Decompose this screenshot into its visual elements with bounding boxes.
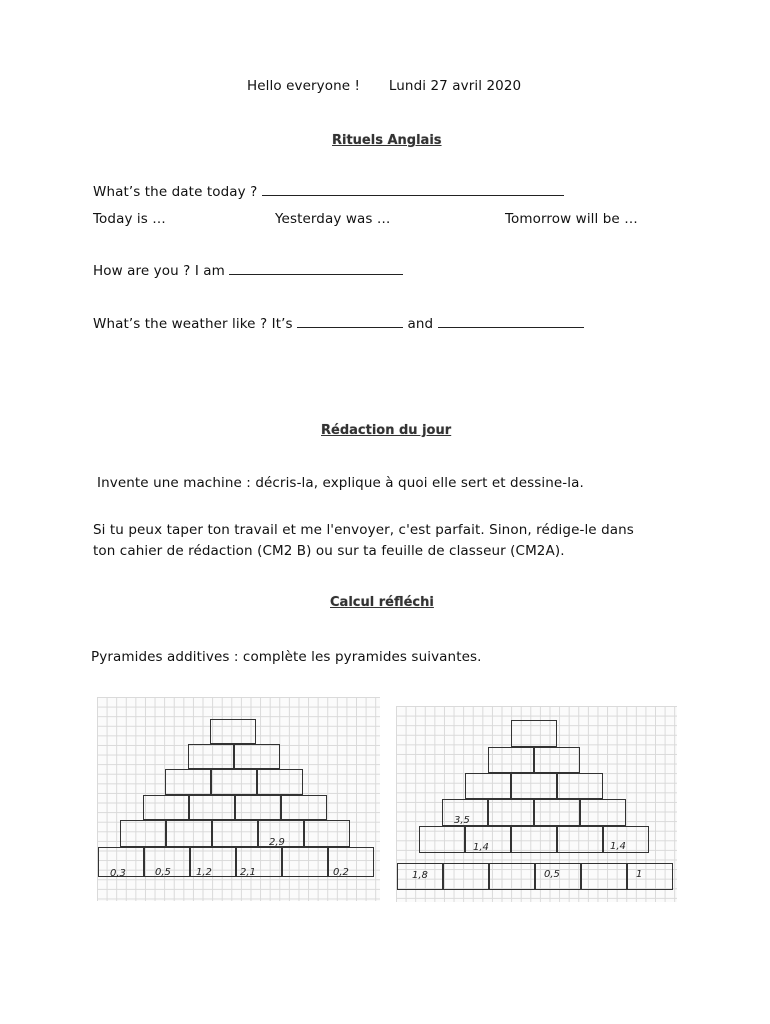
answer-blank-weather-2[interactable] xyxy=(438,316,584,328)
pyramid-1-brick[interactable] xyxy=(165,769,211,795)
pyramid-1-brick[interactable] xyxy=(234,744,280,769)
answer-blank-how[interactable] xyxy=(229,263,403,275)
question-weather xyxy=(93,316,584,332)
question-how xyxy=(93,263,403,279)
redaction-paragraph-line1: Si tu peux taper ton travail et me l'envoyer, c'est parfait. Sinon, rédige-le dans xyxy=(93,522,634,538)
pyramid-2-given-value: 0,5 xyxy=(544,869,560,880)
pyramid-1-brick[interactable] xyxy=(120,820,166,847)
pyramid-2-brick[interactable] xyxy=(534,747,580,773)
header-line xyxy=(247,78,521,94)
pyramid-2-brick[interactable] xyxy=(511,826,557,853)
pyramid-2-brick[interactable] xyxy=(419,826,465,853)
yesterday-label: Yesterday was … xyxy=(275,211,391,227)
question-weather-text: What’s the weather like ? It’s xyxy=(93,316,293,332)
answer-blank-weather-1[interactable] xyxy=(297,316,403,328)
pyramid-grid-2 xyxy=(396,706,677,902)
pyramid-2-brick[interactable] xyxy=(465,773,511,799)
pyramid-2-brick[interactable] xyxy=(580,799,626,826)
pyramid-1-brick[interactable] xyxy=(188,744,234,769)
pyramid-2-brick[interactable] xyxy=(443,863,489,890)
pyramid-1-given-value: 1,2 xyxy=(196,867,212,878)
pyramid-2-given-value: 1 xyxy=(636,869,643,880)
pyramid-1-brick[interactable] xyxy=(210,719,256,744)
and-text: and xyxy=(407,316,434,332)
pyramid-2-given-value: 1,8 xyxy=(412,870,428,881)
question-date xyxy=(93,184,564,200)
question-how-text: How are you ? I am xyxy=(93,263,225,279)
date: Lundi 27 avril 2020 xyxy=(388,78,522,94)
pyramid-1-brick[interactable] xyxy=(166,820,212,847)
pyramid-1-brick[interactable] xyxy=(211,769,257,795)
pyramid-2-brick[interactable] xyxy=(557,826,603,853)
pyramid-1-brick[interactable] xyxy=(282,847,328,877)
pyramid-2-given-value: 1,4 xyxy=(610,841,626,852)
calcul-instruction: Pyramides additives : complète les pyramides suivantes. xyxy=(91,649,482,665)
pyramid-1-brick[interactable] xyxy=(235,795,281,820)
pyramid-2-brick[interactable] xyxy=(557,773,603,799)
pyramid-1-brick[interactable] xyxy=(143,795,189,820)
pyramid-1-brick[interactable] xyxy=(257,769,303,795)
answer-blank-date[interactable] xyxy=(262,184,564,196)
pyramid-2-brick[interactable] xyxy=(511,720,557,747)
pyramid-1-given-value: 0,3 xyxy=(110,868,126,879)
greeting: Hello everyone ! xyxy=(247,78,361,94)
section-title-calcul: Calcul réfléchi xyxy=(330,595,434,610)
pyramid-1-brick[interactable] xyxy=(212,820,258,847)
pyramid-2-brick[interactable] xyxy=(511,773,557,799)
today-label: Today is … xyxy=(93,211,166,227)
pyramid-1-brick[interactable] xyxy=(281,795,327,820)
pyramid-2-brick[interactable] xyxy=(489,863,535,890)
pyramid-2-brick[interactable] xyxy=(534,799,580,826)
pyramid-grid-1 xyxy=(97,697,380,901)
redaction-instruction: Invente une machine : décris-la, explique à quoi elle sert et dessine-la. xyxy=(97,475,584,491)
pyramid-2-given-value: 1,4 xyxy=(473,842,489,853)
pyramid-1-brick[interactable] xyxy=(189,795,235,820)
pyramid-1-given-value: 0,5 xyxy=(155,867,171,878)
section-title-redaction: Rédaction du jour xyxy=(321,423,452,438)
section-title-rituels: Rituels Anglais xyxy=(332,133,442,148)
pyramid-1-given-value: 2,1 xyxy=(240,867,256,878)
pyramid-1-given-value: 2,9 xyxy=(269,837,285,848)
pyramid-1-given-value: 0,2 xyxy=(333,867,349,878)
pyramid-2-brick[interactable] xyxy=(627,863,673,890)
pyramid-1-brick[interactable] xyxy=(304,820,350,847)
pyramid-2-brick[interactable] xyxy=(488,747,534,773)
question-date-text: What’s the date today ? xyxy=(93,184,258,200)
pyramid-2-brick[interactable] xyxy=(581,863,627,890)
tomorrow-label: Tomorrow will be … xyxy=(505,211,638,227)
pyramid-2-given-value: 3,5 xyxy=(454,815,470,826)
pyramid-2-brick[interactable] xyxy=(488,799,534,826)
redaction-paragraph-line2: ton cahier de rédaction (CM2 B) ou sur ta feuille de classeur (CM2A). xyxy=(93,543,565,559)
